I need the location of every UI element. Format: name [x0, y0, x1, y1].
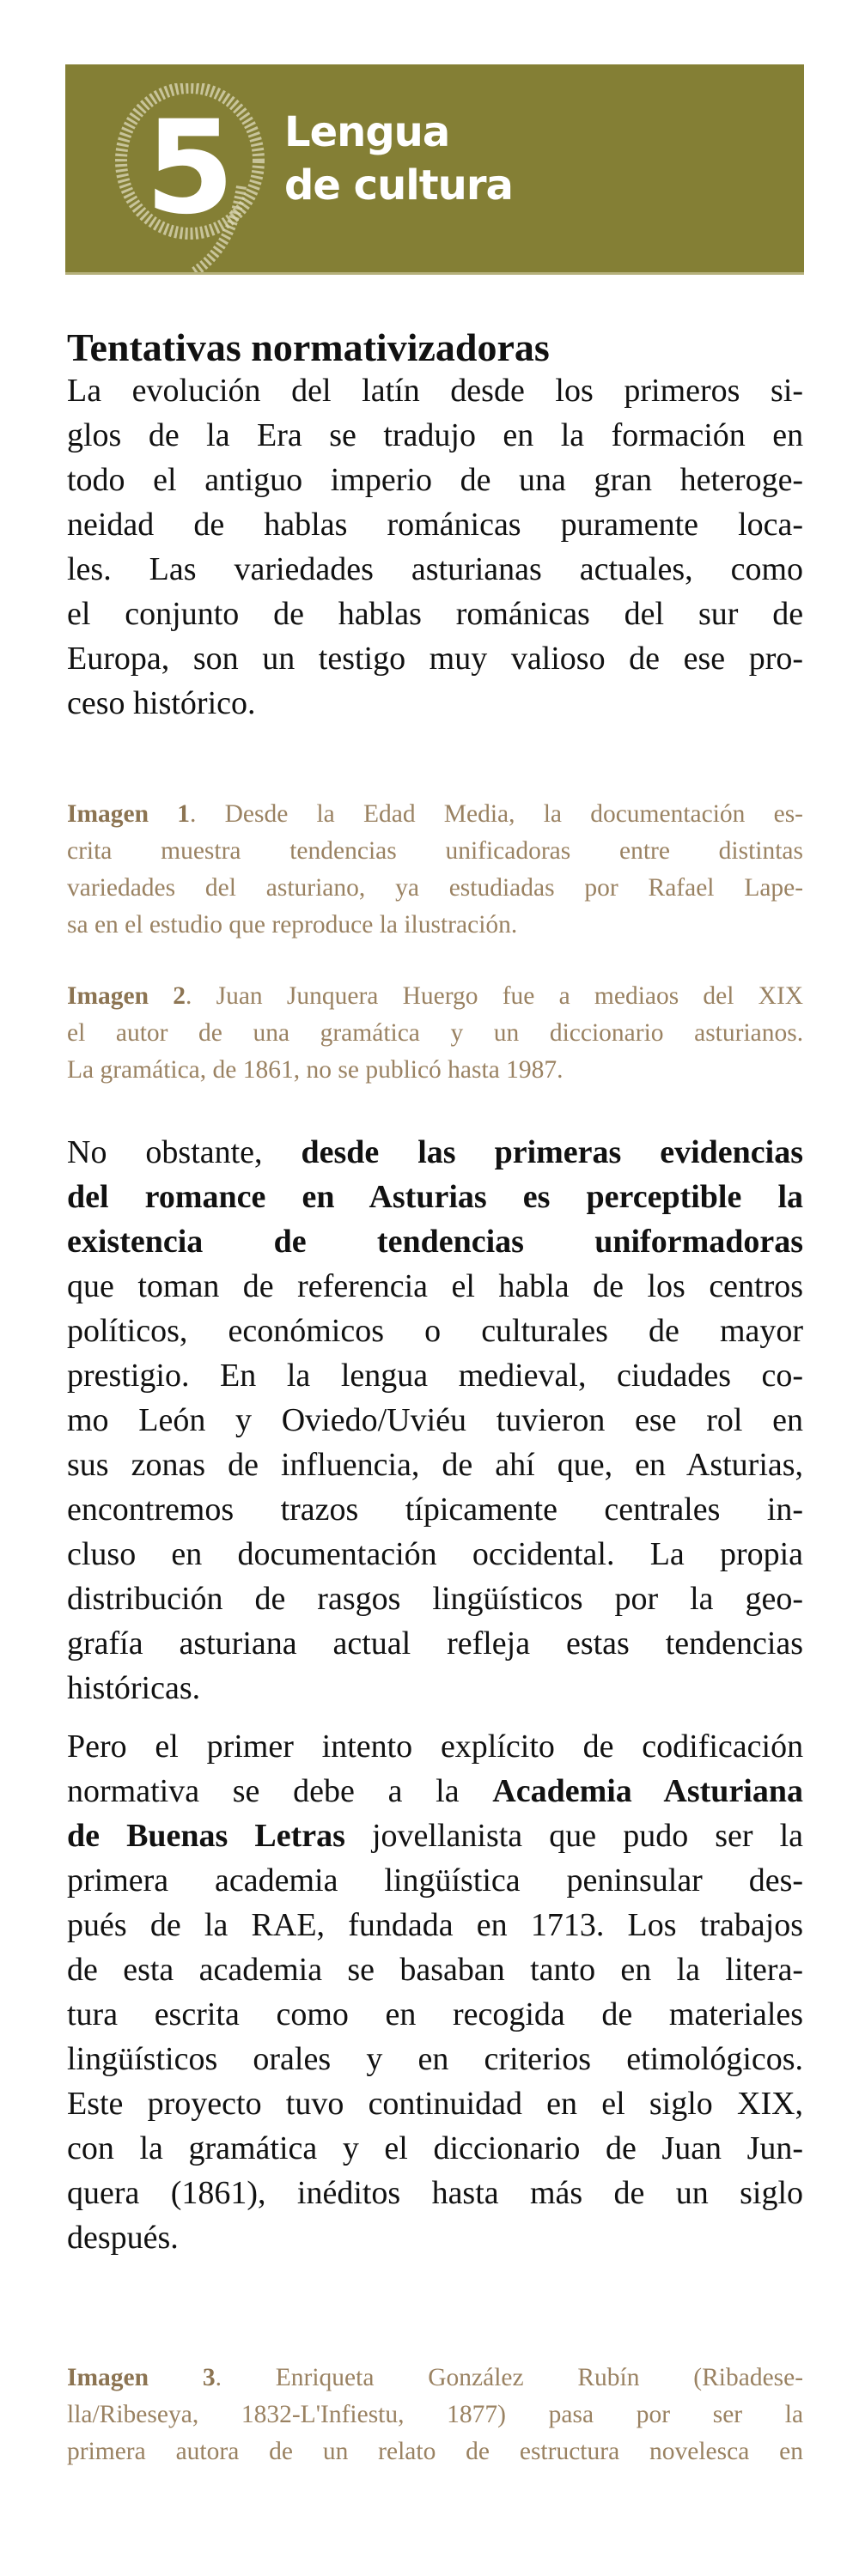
text-segment: distribución de rasgos lingüísticos por la geo-	[67, 1581, 804, 1617]
text-line	[67, 1487, 803, 1532]
body-paragraph	[67, 368, 803, 726]
text-line	[67, 1724, 803, 1769]
text-segment: crita muestra tendencias unificadoras entre distintas	[67, 837, 804, 865]
text-segment: el autor de una gramática y un diccionario asturianos.	[67, 1019, 804, 1047]
text-line	[67, 1130, 803, 1175]
text-segment: neidad de hablas románicas puramente loca-	[67, 507, 804, 543]
text-segment: de esta academia se basaban tanto en la litera-	[67, 1952, 804, 1988]
bold-text: existencia de tendencias uniformadoras	[67, 1224, 804, 1260]
text-line	[67, 1398, 803, 1443]
text-segment: Europa, son un testigo muy valioso de ese pro-	[67, 641, 804, 677]
text-segment: glos de la Era se tradujo en la formación en	[67, 417, 804, 453]
text-line	[67, 833, 803, 870]
text-line	[67, 2081, 803, 2126]
text-segment: Pero el primer intento explícito de codificación	[67, 1728, 804, 1765]
text-line	[67, 2171, 803, 2215]
text-line	[67, 2126, 803, 2171]
bold-text: del romance en Asturias es perceptible la	[67, 1179, 804, 1215]
text-line	[67, 1219, 803, 1264]
text-segment: encontremos trazos típicamente centrales in-	[67, 1492, 804, 1528]
text-segment: históricas.	[67, 1670, 201, 1706]
image-caption	[67, 2360, 803, 2470]
text-line	[67, 1947, 803, 1992]
text-segment: No obstante,	[67, 1134, 263, 1170]
text-segment: La evolución del latín desde los primeros si-	[67, 373, 804, 409]
text-line	[67, 413, 803, 458]
text-line	[67, 1052, 803, 1089]
text-segment: ceso histórico.	[67, 685, 256, 721]
text-segment: les. Las variedades asturianas actuales, como	[67, 551, 804, 587]
text-segment: normativa se debe a la	[67, 1773, 460, 1809]
text-segment: mo León y Oviedo/Uviéu tuvieron ese rol en	[67, 1402, 804, 1438]
text-line	[67, 2397, 803, 2433]
bold-text: de Buenas Letras	[67, 1818, 345, 1854]
text-segment: . Juan Junquera Huergo fue a mediaos del XIX	[186, 982, 804, 1010]
text-line	[67, 1903, 803, 1947]
text-line	[67, 796, 803, 833]
text-line	[67, 1443, 803, 1487]
text-line	[67, 1353, 803, 1398]
number-five-logo-icon	[113, 83, 276, 272]
text-line	[67, 2360, 803, 2397]
page-title: Tentativas normativizadoras	[67, 325, 550, 369]
text-line	[67, 1015, 803, 1052]
bold-text: Imagen 3	[67, 2364, 216, 2391]
text-line	[67, 502, 803, 547]
text-line	[67, 978, 803, 1015]
text-segment: políticos, económicos o culturales de mayor	[67, 1313, 804, 1349]
bold-text: Academia Asturiana	[492, 1773, 803, 1809]
text-line	[67, 1532, 803, 1577]
text-line	[67, 547, 803, 592]
text-segment: después.	[67, 2220, 179, 2256]
text-segment: que toman de referencia el habla de los centros	[67, 1268, 804, 1304]
text-segment: pués de la RAE, fundada en 1713. Los trabajos	[67, 1907, 804, 1943]
text-line	[67, 1666, 803, 1710]
text-line	[67, 458, 803, 502]
banner-title	[284, 106, 513, 212]
text-line	[67, 1175, 803, 1219]
text-segment: sa en el estudio que reproduce la ilustración.	[67, 911, 518, 939]
text-segment: variedades del asturiano, ya estudiadas por Rafael Lape-	[67, 874, 804, 902]
text-segment: jovellanista que pudo ser la	[372, 1818, 804, 1854]
text-segment: quera (1861), inéditos hasta más de un siglo	[67, 2175, 804, 2211]
bold-text: Imagen 2	[67, 982, 186, 1010]
text-line	[67, 368, 803, 413]
text-line	[67, 1992, 803, 2037]
text-line	[67, 1309, 803, 1353]
image-caption	[67, 796, 803, 944]
text-segment: . Desde la Edad Media, la documentación es-	[190, 800, 804, 828]
text-segment: La gramática, de 1861, no se publicó hasta 1987.	[67, 1056, 564, 1084]
text-line	[67, 2215, 803, 2260]
banner-title-line: de cultura	[284, 161, 513, 210]
text-segment: todo el antiguo imperio de una gran heteroge-	[67, 462, 804, 498]
bold-text: Imagen 1	[67, 800, 190, 828]
text-segment: primera autora de un relato de estructura novelesca en	[67, 2438, 804, 2465]
text-line	[67, 2037, 803, 2081]
text-segment: prestigio. En la lengua medieval, ciudades co-	[67, 1358, 804, 1394]
text-segment: sus zonas de influencia, de ahí que, en Asturias,	[67, 1447, 804, 1483]
text-segment: lingüísticos orales y en criterios etimológicos.	[67, 2041, 804, 2077]
text-segment: tura escrita como en recogida de materiales	[67, 1996, 804, 2032]
text-line	[67, 636, 803, 681]
text-line	[67, 681, 803, 726]
text-segment: primera academia lingüística peninsular des-	[67, 1862, 804, 1899]
text-segment: . Enriqueta González Rubín (Ribadese-	[215, 2364, 804, 2391]
text-segment: Este proyecto tuvo continuidad en el siglo XIX,	[67, 2086, 804, 2122]
svg-text:5: 5	[144, 94, 235, 243]
banner-title-line: Lengua	[284, 108, 450, 156]
text-line	[67, 1621, 803, 1666]
text-line	[67, 1577, 803, 1621]
bold-text: desde las primeras evidencias	[301, 1134, 804, 1170]
text-line	[67, 1814, 803, 1858]
text-line	[67, 592, 803, 636]
text-segment: el conjunto de hablas románicas del sur de	[67, 596, 804, 632]
section-banner	[65, 64, 804, 275]
text-line	[67, 1769, 803, 1814]
text-segment: lla/Ribeseya, 1832-L'Infiestu, 1877) pasa por ser la	[67, 2401, 804, 2428]
text-line	[67, 870, 803, 907]
text-line	[67, 1264, 803, 1309]
text-line	[67, 1858, 803, 1903]
image-caption	[67, 978, 803, 1089]
text-line	[67, 907, 803, 944]
body-paragraph	[67, 1724, 803, 2260]
text-segment: cluso en documentación occidental. La propia	[67, 1536, 804, 1572]
text-segment: grafía asturiana actual refleja estas tendencias	[67, 1625, 804, 1662]
text-segment: con la gramática y el diccionario de Juan Jun-	[67, 2130, 804, 2166]
body-paragraph	[67, 1130, 803, 1710]
text-line	[67, 2433, 803, 2470]
